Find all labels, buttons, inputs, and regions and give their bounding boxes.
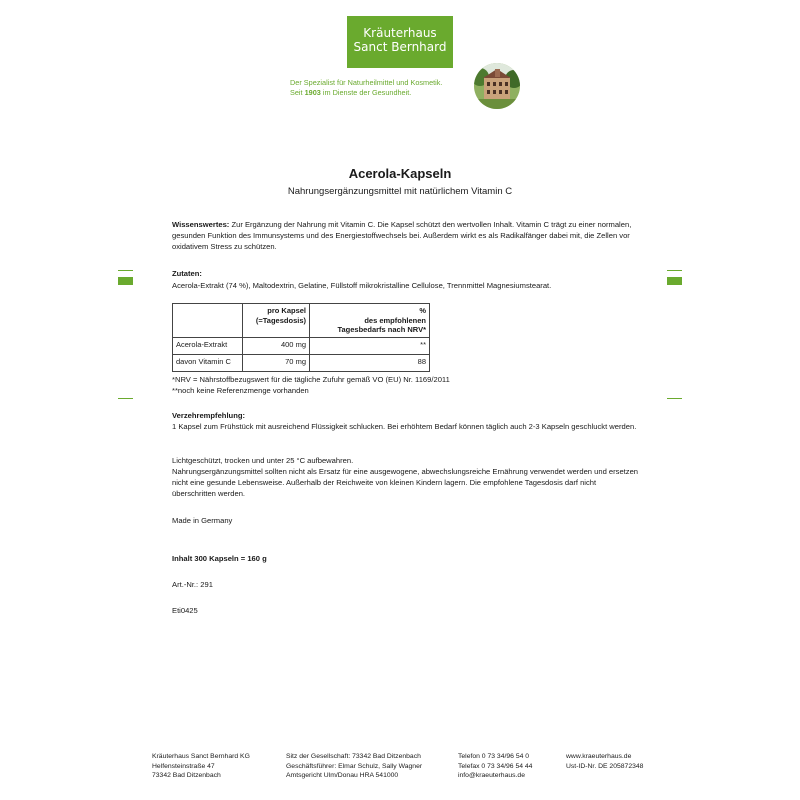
header-nrv-line2: des empfohlenen xyxy=(364,315,426,325)
content-amount: Inhalt 300 Kapseln = 160 g xyxy=(172,554,267,563)
table-header-nrv xyxy=(310,304,430,338)
footer-website-link[interactable]: www.kraeuterhaus.de xyxy=(566,753,632,760)
slogan-pre: Seit xyxy=(290,88,305,97)
table-row xyxy=(173,338,430,355)
logo-line-1: Kräuterhaus xyxy=(363,26,437,40)
slogan-post: im Dienste der Gesundheit. xyxy=(320,88,412,97)
footer-seat: Sitz der Gesellschaft: 73342 Bad Ditzenbach xyxy=(286,753,421,760)
row-name: Acerola-Extrakt xyxy=(173,338,243,355)
footer-company-name: Kräuterhaus Sanct Bernhard KG xyxy=(152,753,250,760)
footer-legal xyxy=(286,752,422,781)
zutaten-label: Zutaten: xyxy=(172,269,202,278)
row-name: davon Vitamin C xyxy=(173,355,243,372)
table-footnotes xyxy=(172,374,642,396)
footer-email[interactable]: info@kraeuterhaus.de xyxy=(458,772,525,779)
verzehr-section xyxy=(172,410,642,432)
header-nrv-line1: % xyxy=(419,306,426,315)
footer-phone: Telefon 0 73 34/96 54 0 xyxy=(458,753,530,760)
header-per-capsule-line2: (=Tagesdosis) xyxy=(255,315,306,325)
nutrition-table xyxy=(172,303,430,372)
warning-text: Nahrungsergänzungsmittel sollten nicht als Ersatz für eine ausgewogene, abwechslungsreiche Ernährung verwendet werden und ersetzen nicht eine gesunde Lebensweise. Außerhalb der Reichweite von kleinen Kindern lagern. Die empfohlene Tagesdosis darf nicht überschritten werden. xyxy=(172,467,639,498)
slogan xyxy=(290,78,470,98)
label-code: Eti0425 xyxy=(172,606,198,615)
verzehr-text: 1 Kapsel zum Frühstück mit ausreichend Flüssigkeit schlucken. Bei erhöhtem Bedarf können täglich auch 2-3 Kapseln geschluckt werden. xyxy=(172,422,637,431)
brand-logo xyxy=(347,16,453,68)
wissenswertes-section xyxy=(172,219,642,252)
table-row xyxy=(173,355,430,372)
logo-line-2: Sanct Bernhard xyxy=(353,40,447,54)
footer-company xyxy=(152,752,250,781)
footnote-reference: **noch keine Referenzmenge vorhanden xyxy=(172,386,309,395)
header-nrv-line3: Tagesbedarfs nach NRV* xyxy=(337,325,426,334)
wissenswertes-text: Zur Ergänzung der Nahrung mit Vitamin C. Die Kapsel schützt den wertvollen Inhalt. Vitamin C trägt zu einer normalen, gesunden Funktion des Immunsystems und des Energiestoffwechsels bei. Außerdem wirkt es als Radikalfänger dabei mit, die Zellen vor oxidativem Stress zu schützen. xyxy=(172,220,632,251)
row-amount: 70 mg xyxy=(243,355,310,372)
row-nrv: 88 xyxy=(310,355,430,372)
storage-note: Lichtgeschützt, trocken und unter 25 °C aufbewahren. xyxy=(172,456,354,465)
row-nrv: ** xyxy=(310,338,430,355)
left-fold-line xyxy=(118,398,133,399)
verzehr-label: Verzehrempfehlung: xyxy=(172,411,245,420)
zutaten-text: Acerola-Extrakt (74 %), Maltodextrin, Gelatine, Füllstoff mikrokristalline Cellulose, Trennmittel Magnesiumstearat. xyxy=(172,281,552,290)
footer-contact xyxy=(458,752,532,781)
made-in: Made in Germany xyxy=(172,516,233,525)
footer-vat-id: Ust-ID-Nr. DE 205872348 xyxy=(566,762,644,770)
slogan-line-2 xyxy=(290,88,470,98)
article-number: Art.-Nr.: 291 xyxy=(172,580,213,589)
hinweise-section xyxy=(172,455,642,499)
right-marker-line xyxy=(667,270,682,271)
footer-web xyxy=(566,752,643,771)
footer-fax: Telefax 0 73 34/96 54 44 xyxy=(458,762,533,770)
footer-city: 73342 Bad Ditzenbach xyxy=(152,772,221,779)
slogan-year: 1903 xyxy=(304,88,321,97)
wissenswertes-label: Wissenswertes: xyxy=(172,220,230,229)
right-fold-line xyxy=(667,398,682,399)
footer-court: Amtsgericht Ulm/Donau HRA 541000 xyxy=(286,772,399,779)
left-marker-line xyxy=(118,270,133,271)
row-amount: 400 mg xyxy=(243,338,310,355)
header-per-capsule-line1: pro Kapsel xyxy=(267,306,306,315)
table-header-empty xyxy=(173,304,243,338)
table-header-per-capsule xyxy=(243,304,310,338)
footer-street: Helfensteinstraße 47 xyxy=(152,762,215,770)
footnote-nrv: *NRV = Nährstoffbezugswert für die tägliche Zufuhr gemäß VO (EU) Nr. 1169/2011 xyxy=(172,375,450,384)
slogan-line-1: Der Spezialist für Naturheilmittel und Kosmetik. xyxy=(290,78,443,87)
building-photo xyxy=(474,63,520,109)
product-title: Acerola-Kapseln xyxy=(348,166,452,181)
left-marker xyxy=(118,277,133,285)
zutaten-section xyxy=(172,268,642,291)
table-header-row xyxy=(173,304,430,338)
product-subtitle: Nahrungsergänzungsmittel mit natürlichem Vitamin C xyxy=(287,186,513,197)
right-marker xyxy=(667,277,682,285)
footer-managers: Geschäftsführer: Elmar Schulz, Sally Wagner xyxy=(286,762,423,770)
